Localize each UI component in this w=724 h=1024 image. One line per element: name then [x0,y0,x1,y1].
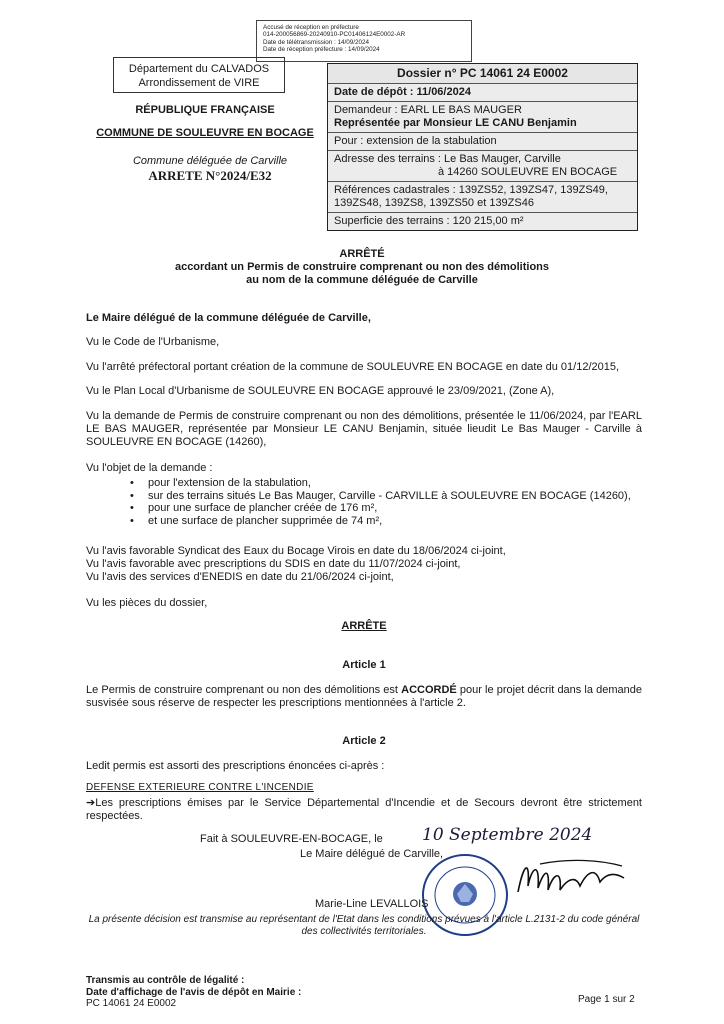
article-1-accorde: ACCORDÉ [401,684,457,696]
article-2-title: Article 2 [342,735,386,747]
document-title [120,248,604,287]
pour: Pour : extension de la stabulation [328,132,637,150]
article-2-text: Ledit permis est assorti des prescriptions énoncées ci-après : [86,760,385,772]
defense-incendie-title: DEFENSE EXTERIEURE CONTRE L'INCENDIE [86,782,314,793]
stamp-line: Accusé de réception en préfecture [263,24,359,31]
maire-intro: Le Maire délégué de la commune déléguée de Carville, [86,312,371,324]
title-line-2: accordant un Permis de construire comprenant ou non des démolitions [174,261,550,273]
arrete-number: ARRETE N°2024/E32 [148,168,272,183]
arrete-heading: ARRÊTE [341,620,387,632]
avis-block [86,545,642,584]
adresse-cell [328,150,637,181]
stamp-line: Date de télétransmission : 14/09/2024 [263,38,370,46]
avis-enedis: Vu l'avis des services d'ENEDIS en date du 21/06/2024 ci-joint, [86,571,394,583]
objet-demande [86,462,642,527]
demandeur-cell [328,101,637,132]
commune-deleguee-label: Commune déléguée de Carville [132,155,288,167]
footer-affichage: Date d'affichage de l'avis de dépôt en Mairie : [86,986,302,998]
references-line-2: 139ZS48, 139ZS8, 139ZS50 et 139ZS46 [334,197,534,209]
vu-pieces: Vu les pièces du dossier, [86,597,208,609]
article-1-title: Article 1 [342,659,386,671]
handwritten-date [418,820,608,850]
references-line-1: Références cadastrales : 139ZS52, 139ZS47, 139ZS49, [334,184,608,196]
vu-demande: Vu la demande de Permis de construire comprenant ou non des démolitions, présentée le 11/06/2024, par l'EARL LE BAS MAUGER, représentée par Monsieur LE CANU Benjamin, située lieudit Le Bas Mauger - Carville à SOULEUVRE EN BOCAGE (14260), [86,410,642,448]
list-item: • sur des terrains situés Le Bas Mauger, Carville - CARVILLE à SOULEUVRE EN BOCAGE (14260), [148,490,642,503]
avis-syndicat: Vu l'avis favorable Syndicat des Eaux du Bocage Virois en date du 18/06/2024 ci-joint, [86,545,506,557]
footer-block [86,975,301,1010]
vu-arrete-prefectoral: Vu l'arrêté préfectoral portant création de la commune de SOULEUVRE EN BOCAGE en date du 01/12/2015, [86,361,620,373]
stamp-line: 014-200056869-20240910-PC01406124E0002-AR [263,31,406,39]
list-item: • pour une surface de plancher créée de 176 m², [148,502,642,515]
fait-label: Fait à SOULEUVRE-EN-BOCAGE, le [200,833,383,845]
vu-code-urbanisme: Vu le Code de l'Urbanisme, [86,336,220,348]
objet-list [86,477,642,527]
maire-signature-label: Le Maire délégué de Carville, [300,848,444,860]
handwritten-date-text: 10 Septembre 2024 [422,825,593,845]
page-number: Page 1 sur 2 [578,994,635,1005]
references-cell [328,181,637,212]
footer-reference: PC 14061 24 E0002 [86,998,177,1009]
superficie: Superficie des terrains : 120 215,00 m² [328,212,637,230]
dossier-number: Dossier n° PC 14061 24 E0002 [328,64,637,83]
adresse-line-1: Adresse des terrains : Le Bas Mauger, Carville [334,153,561,165]
stamp-line: Date de réception préfecture : 14/09/2024 [263,46,380,54]
vu-plu: Vu le Plan Local d'Urbanisme de SOULEUVRE EN BOCAGE approuvé le 23/09/2021, (Zone A), [86,385,555,397]
signataire-name: Marie-Line LEVALLOIS [315,898,429,910]
adresse-line-2: à 14260 SOULEUVRE EN BOCAGE [438,166,618,178]
arrow-icon: ➔ [86,797,96,809]
list-item: • et une surface de plancher supprimée de 74 m², [148,515,642,528]
handwritten-signature [510,852,635,902]
commune-label: COMMUNE DE SOULEUVRE EN BOCAGE [96,127,314,139]
article-1-text [86,684,642,710]
dossier-table [327,63,638,231]
footer-controle: Transmis au contrôle de légalité : [86,975,245,986]
demandeur: Demandeur : EARL LE BAS MAUGER [334,104,522,116]
date-depot: Date de dépôt : 11/06/2024 [328,83,637,101]
representee: Représentée par Monsieur LE CANU Benjamin [334,117,577,129]
list-item: • pour l'extension de la stabulation, [148,477,642,490]
article-1-text-c: pour le projet décrit dans la demande susvisée sous réserve de respecter les prescriptions mentionnées à l'article 2. [86,684,643,709]
title-arrete: ARRÊTÉ [339,248,385,260]
transmission-note: La présente décision est transmise au représentant de l'Etat dans les conditions prévues à l'article L.2131-2 du code général des collectivités territoriales. [88,914,640,937]
prefecture-receipt-stamp [256,20,472,62]
departement-box [113,57,285,93]
republique-label: RÉPUBLIQUE FRANÇAISE [135,104,275,116]
avis-sdis: Vu l'avis favorable avec prescriptions du SDIS en date du 11/07/2024 ci-joint, [86,558,461,570]
title-line-3: au nom de la commune déléguée de Carville [246,274,478,286]
prescriptions-text: Les prescriptions émises par le Service Départemental d'Incendie et de Secours devront être strictement respectées. [86,797,642,822]
arrondissement-label: Arrondissement de VIRE [138,77,260,89]
article-1-text-a: Le Permis de construire comprenant ou non des démolitions est [86,684,402,696]
departement-label: Département du CALVADOS [128,63,270,75]
objet-label: Vu l'objet de la demande : [86,462,213,474]
